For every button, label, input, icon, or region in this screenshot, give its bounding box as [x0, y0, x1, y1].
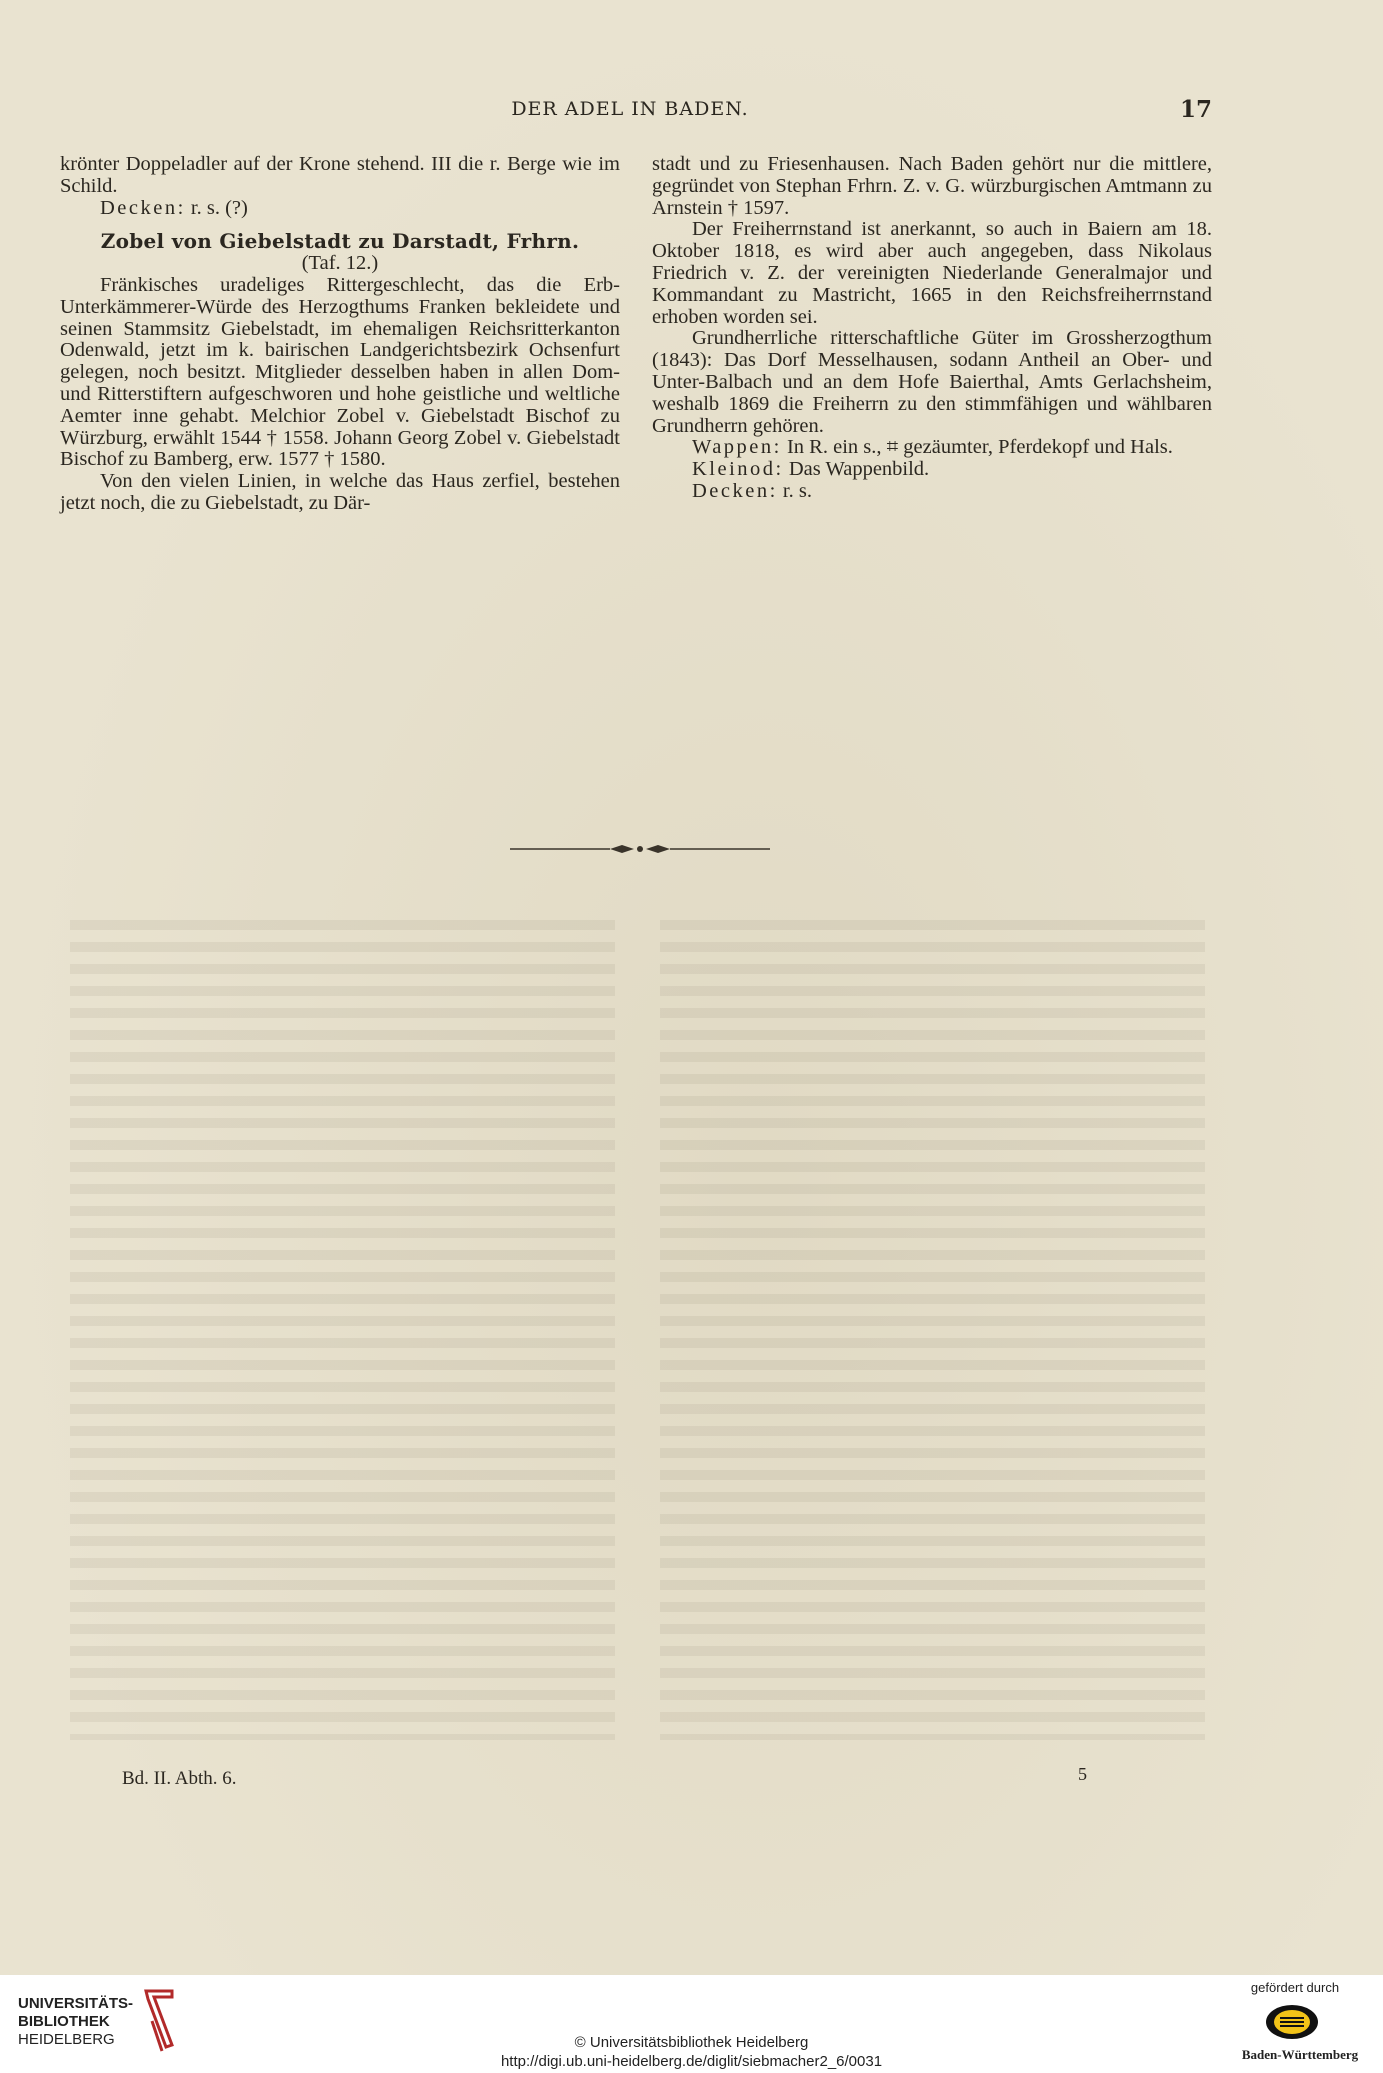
- printer-signature: 5: [1078, 1764, 1087, 1784]
- entry-plate-reference: (Taf. 12.): [301, 252, 379, 275]
- wappen-label: Wappen:: [692, 436, 782, 459]
- decken-line-right: [652, 481, 1212, 503]
- left-paragraph-1: krönter Doppeladler auf der Krone stehend. III die r. Berge wie im Schild.: [60, 153, 620, 197]
- baden-wuerttemberg-seal-icon: [1262, 2002, 1322, 2042]
- wappen-text: In R. ein s., ⌗ gezäumter, Pferdekopf und Hals.: [781, 436, 1173, 459]
- right-column: [652, 154, 1212, 503]
- kleinod-text: Das Wappenbild.: [783, 458, 930, 481]
- page-number: 17: [1180, 96, 1213, 123]
- left-paragraph-4: Von den vielen Linien, in welche das Haus zerfiel, bestehen jetzt noch, die zu Giebelstadt, zu Där-: [60, 470, 620, 514]
- copyright-notice: © Universitätsbibliothek Heidelberg: [574, 2034, 809, 2051]
- funded-by-label: gefördert durch: [1250, 1980, 1340, 1995]
- show-through-right: [660, 920, 1205, 1740]
- volume-signature: Bd. II. Abth. 6.: [122, 1768, 237, 1789]
- entry-title: Zobel von Giebelstadt zu Darstadt, Frhrn.: [100, 229, 580, 254]
- page-credits: [300, 2033, 1083, 2071]
- left-paragraph-3: Fränkisches uradeliges Rittergeschlecht, das die Erb-Unterkämmerer-Würde des Herzogthums Franken bekleidete und seinen Stammsitz Giebelstadt, im ehemaligen Reichsritterkanton Odenwald, jetzt im k. bairischen Landgerichtsbezirk Ochsenfurt gelegen, noch besitzt. Mitglieder desselben haben in allen Dom- und Ritterstiftern aufgeschworen und hohe geistliche und weltliche Aemter inne gehabt. Melchior Zobel v. Giebelstadt Bischof zu Würzburg, erwählt 1544 † 1558. Johann Georg Zobel v. Giebelstadt Bischof zu Bamberg, erw. 1577 † 1580.: [60, 273, 620, 471]
- kleinod-label: Kleinod:: [692, 458, 784, 481]
- decken-label-right: Decken:: [692, 479, 778, 502]
- permalink[interactable]: http://digi.ub.uni-heidelberg.de/diglit/siebmacher2_6/0031: [500, 2053, 883, 2070]
- library-emblem-icon: [142, 1985, 178, 2057]
- library-name-line-3: HEIDELBERG: [18, 2031, 115, 2048]
- decken-text-right: r. s.: [777, 479, 812, 502]
- right-paragraph-3: Grundherrliche ritterschaftliche Güter im Grossherzogthum (1843): Das Dorf Messelhausen, sodann Antheil an Ober- und Unter-Balbach und an dem Hofe Baierthal, Amts Gerlachsheim, weshalb 1869 die Freiherrn zu den stimmfähigen und wählbaren Grundherrn gehören.: [652, 327, 1212, 437]
- kleinod-line: [652, 459, 1212, 481]
- left-column: [60, 154, 620, 515]
- ornamental-rule: [510, 842, 770, 856]
- library-name-line-1: UNIVERSITÄTS-: [18, 1995, 134, 2012]
- decken-label: Decken:: [100, 196, 186, 219]
- wappen-line: [652, 437, 1212, 459]
- right-paragraph-1: stadt und zu Friesenhausen. Nach Baden gehört nur die mittlere, gegründet von Stephan Frhrn. Z. v. G. würzburgischen Amtmann zu Arnstein † 1597.: [652, 153, 1212, 219]
- library-name-line-2: BIBLIOTHEK: [18, 2013, 110, 2030]
- running-title: DER ADEL IN BADEN.: [511, 98, 749, 120]
- funder-name: Baden-Württemberg: [1241, 2047, 1359, 2062]
- right-paragraph-2: Der Freiherrnstand ist anerkannt, so auch in Baiern am 18. Oktober 1818, es wird aber auch angegeben, dass Nikolaus Friedrich v. Z. der vereinigten Niederlande Generalmajor und Kommandant zu Mastricht, 1665 in den Reichsfreiherrnstand erhoben worden sei.: [652, 218, 1212, 328]
- left-decken-line: [60, 198, 620, 220]
- show-through-left: [70, 920, 615, 1740]
- decken-text: r. s. (?): [185, 196, 248, 219]
